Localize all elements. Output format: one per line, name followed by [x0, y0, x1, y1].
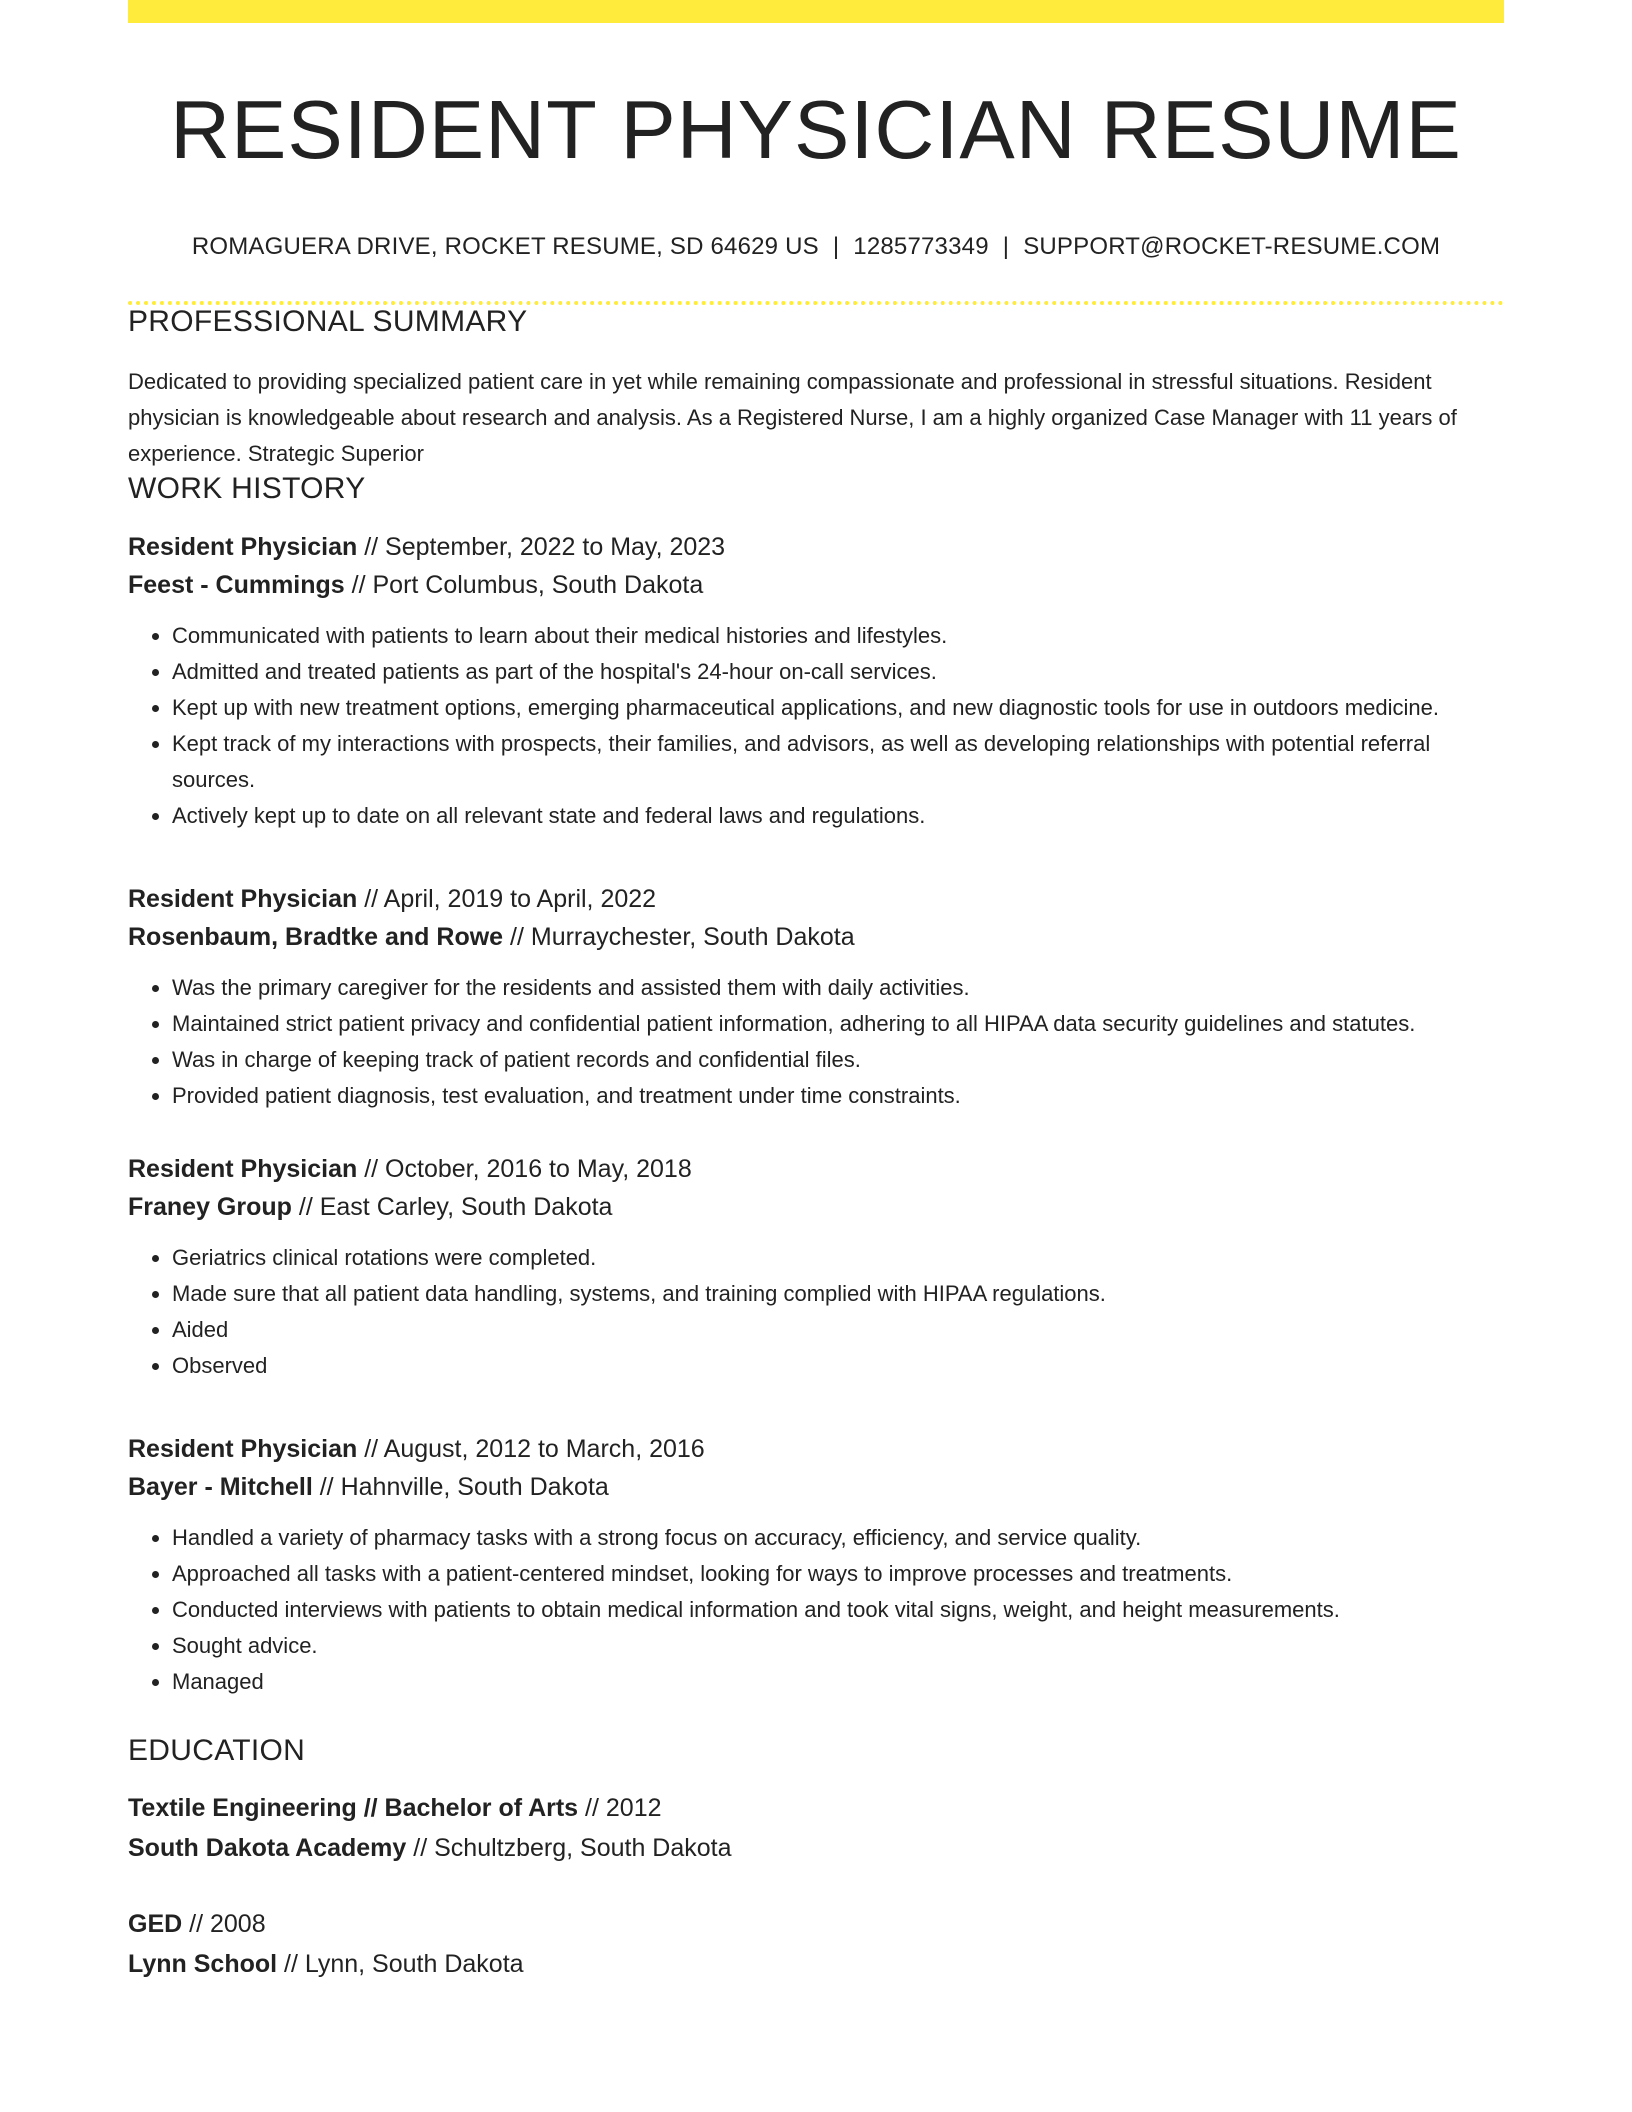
- education-degree-line: [128, 1788, 1504, 1828]
- job-entry: [128, 1430, 1504, 1700]
- bullet-item: • Conducted interviews with patients to obtain medical information and took vital signs, weight, and height measurements.: [172, 1592, 1504, 1628]
- separator: //: [406, 1834, 435, 1862]
- job-company: Rosenbaum, Bradtke and Rowe: [128, 923, 504, 951]
- education-year: 2008: [209, 1910, 266, 1938]
- contact-separator: |: [832, 233, 840, 260]
- education-school: Lynn School: [128, 1950, 278, 1978]
- job-company-line: [128, 1468, 1504, 1506]
- contact-line: [128, 232, 1504, 262]
- work-history-heading: WORK HISTORY: [128, 472, 366, 505]
- separator: //: [357, 885, 384, 913]
- job-title-line: [128, 1430, 1504, 1468]
- job-company-line: [128, 1188, 1504, 1226]
- separator: //: [357, 1435, 384, 1463]
- education-heading: EDUCATION: [128, 1734, 306, 1767]
- job-title: Resident Physician: [128, 885, 358, 913]
- education-degree: Textile Engineering // Bachelor of Arts: [128, 1794, 579, 1822]
- education-entry: [128, 1788, 1504, 1868]
- education-entry: [128, 1904, 1504, 1984]
- job-title: Resident Physician: [128, 533, 358, 561]
- education-degree-line: [128, 1904, 1504, 1944]
- job-company-line: [128, 566, 1504, 604]
- job-title: Resident Physician: [128, 1435, 358, 1463]
- bullet-item: • Kept up with new treatment options, emerging pharmaceutical applications, and new diagnostic tools for use in outdoors medicine.: [172, 690, 1504, 726]
- job-title-line: [128, 528, 1504, 566]
- accent-top-bar: [128, 0, 1504, 23]
- job-title-line: [128, 880, 1504, 918]
- job-entry: [128, 1150, 1504, 1384]
- job-location: Port Columbus, South Dakota: [372, 571, 704, 599]
- separator: //: [357, 1155, 386, 1183]
- separator: //: [578, 1794, 606, 1822]
- job-company: Feest - Cummings: [128, 571, 345, 599]
- summary-heading: PROFESSIONAL SUMMARY: [128, 305, 528, 338]
- job-entry: [128, 528, 1504, 834]
- bullet-item: • Aided: [172, 1312, 1504, 1348]
- job-location: Hahnville, South Dakota: [340, 1473, 609, 1501]
- contact-separator: |: [1002, 233, 1010, 260]
- resume-page: [128, 0, 1504, 1984]
- job-bullets: [128, 1240, 1504, 1384]
- job-title: Resident Physician: [128, 1155, 358, 1183]
- contact-address: ROMAGUERA DRIVE, ROCKET RESUME, SD 64629 US: [191, 233, 819, 260]
- bullet-item: • Managed: [172, 1664, 1504, 1700]
- education-school-line: [128, 1944, 1504, 1984]
- education-location: Lynn, South Dakota: [304, 1950, 524, 1978]
- summary-text: Dedicated to providing specialized patient care in yet while remaining compassionate and professional in stressful situations. Resident physician is knowledgeable about research and analysis. As a Registered Nurse, I am a highly organized Case Manager with 11 years of experience. Strategic Superior: [128, 369, 1457, 466]
- job-entry: [128, 880, 1504, 1114]
- job-dates: August, 2012 to March, 2016: [383, 1435, 705, 1463]
- bullet-item: • Handled a variety of pharmacy tasks with a strong focus on accuracy, efficiency, and service quality.: [172, 1520, 1504, 1556]
- job-title-line: [128, 1150, 1504, 1188]
- bullet-item: • Provided patient diagnosis, test evaluation, and treatment under time constraints.: [172, 1078, 1504, 1114]
- bullet-item: • Was the primary caregiver for the residents and assisted them with daily activities.: [172, 970, 1504, 1006]
- job-location: East Carley, South Dakota: [319, 1193, 613, 1221]
- bullet-item: • Kept track of my interactions with prospects, their families, and advisors, as well as developing relationships with potential referral sources.: [172, 726, 1504, 798]
- separator: //: [357, 533, 386, 561]
- education-location: Schultzberg, South Dakota: [434, 1834, 732, 1862]
- job-location: Murraychester, South Dakota: [530, 923, 855, 951]
- job-bullets: [128, 970, 1504, 1114]
- work-history-list: [128, 528, 1504, 1700]
- bullet-item: • Was in charge of keeping track of patient records and confidential files.: [172, 1042, 1504, 1078]
- bullet-item: • Admitted and treated patients as part of the hospital's 24-hour on-call services.: [172, 654, 1504, 690]
- separator: //: [182, 1910, 210, 1938]
- job-dates: April, 2019 to April, 2022: [383, 885, 657, 913]
- job-bullets: [128, 618, 1504, 834]
- education-school-line: [128, 1828, 1504, 1868]
- bullet-item: • Approached all tasks with a patient-centered mindset, looking for ways to improve processes and treatments.: [172, 1556, 1504, 1592]
- separator: //: [291, 1193, 320, 1221]
- job-company-line: [128, 918, 1504, 956]
- bullet-item: • Communicated with patients to learn about their medical histories and lifestyles.: [172, 618, 1504, 654]
- contact-phone: 1285773349: [853, 233, 989, 260]
- contact-email: SUPPORT@ROCKET-RESUME.COM: [1023, 233, 1441, 260]
- separator: //: [344, 571, 373, 599]
- separator: //: [277, 1950, 305, 1978]
- bullet-item: • Sought advice.: [172, 1628, 1504, 1664]
- education-degree: GED: [128, 1910, 183, 1938]
- separator: //: [503, 923, 531, 951]
- job-company: Franey Group: [128, 1193, 292, 1221]
- job-dates: October, 2016 to May, 2018: [385, 1155, 692, 1183]
- job-bullets: [128, 1520, 1504, 1700]
- job-company: Bayer - Mitchell: [128, 1473, 313, 1501]
- education-list: [128, 1788, 1504, 1984]
- education-year: 2012: [605, 1794, 662, 1822]
- resume-title: RESIDENT PHYSICIAN RESUME: [170, 83, 1462, 176]
- bullet-item: • Made sure that all patient data handling, systems, and training complied with HIPAA regulations.: [172, 1276, 1504, 1312]
- education-school: South Dakota Academy: [128, 1834, 407, 1862]
- bullet-item: • Geriatrics clinical rotations were completed.: [172, 1240, 1504, 1276]
- bullet-item: • Observed: [172, 1348, 1504, 1384]
- job-dates: September, 2022 to May, 2023: [385, 533, 726, 561]
- separator: //: [312, 1473, 341, 1501]
- bullet-item: • Actively kept up to date on all relevant state and federal laws and regulations.: [172, 798, 1504, 834]
- bullet-item: • Maintained strict patient privacy and confidential patient information, adhering to all HIPAA data security guidelines and statutes.: [172, 1006, 1504, 1042]
